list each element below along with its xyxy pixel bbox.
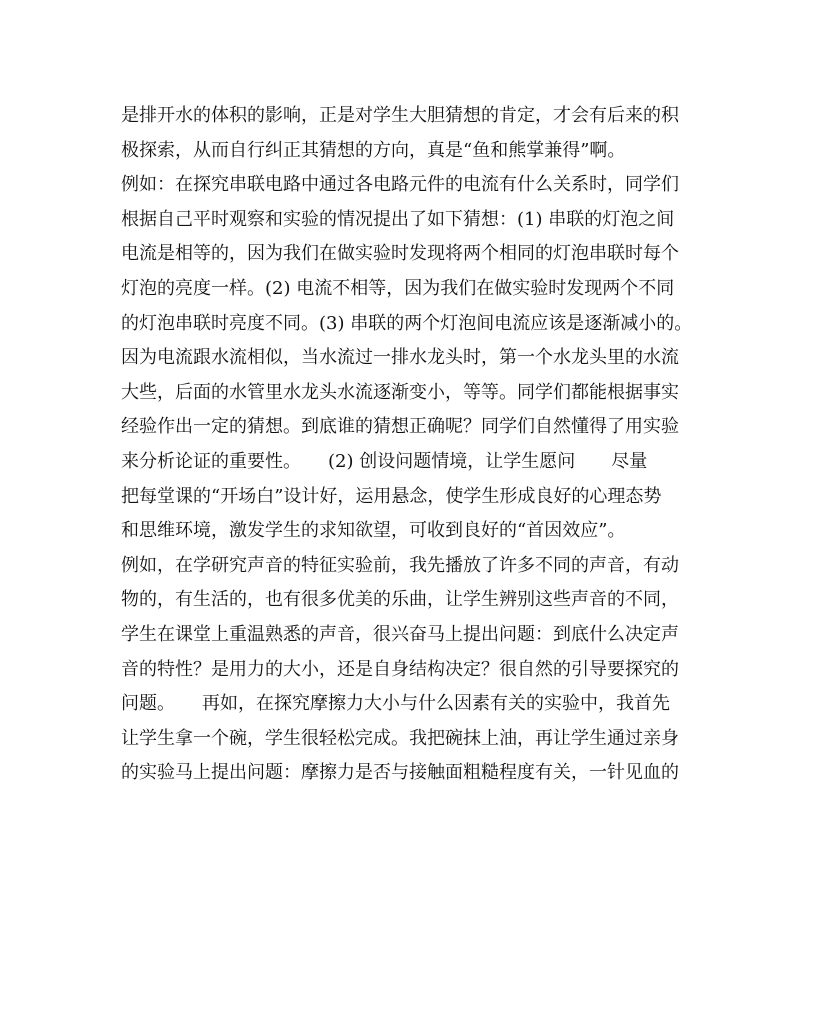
text-line: 经验作出一定的猜想。到底谁的猜想正确呢？同学们自然懂得了用实验 xyxy=(121,416,679,438)
text-line: 灯泡的亮度一样。(2) 电流不相等，因为我们在做实验时发现两个不同 xyxy=(121,277,675,299)
text-line: 是排开水的体积的影响，正是对学生大胆猜想的肯定，才会有后来的积 xyxy=(121,105,679,126)
text-line: 例如：在探究串联电路中通过各电路元件的电流有什么关系时，同学们 xyxy=(121,174,679,196)
text-line: 学生在课堂上重温熟悉的声音，很兴奋马上提出问题：到底什么决定声 xyxy=(121,623,679,645)
text-line: 来分析论证的重要性。 (2) 创设问题情境，让学生愿问 尽量 xyxy=(121,450,648,472)
body-text xyxy=(121,99,701,791)
text-line: 电流是相等的，因为我们在做实验时发现将两个相同的灯泡串联时每个 xyxy=(121,243,679,265)
text-line: 和思维环境，激发学生的求知欲望，可收到良好的“首因效应”。 xyxy=(121,520,626,542)
text-line: 根据自己平时观察和实验的情况提出了如下猜想：(1) 串联的灯泡之间 xyxy=(121,208,675,230)
text-line: 物的，有生活的，也有很多优美的乐曲，让学生辨别这些声音的不同， xyxy=(121,589,679,611)
text-line: 极探索，从而自行纠正其猜想的方向，真是“鱼和熊掌兼得”啊。 xyxy=(121,139,626,161)
text-line: 音的特性？是用力的大小，还是自身结构决定？很自然的引导要探究的 xyxy=(121,658,679,680)
text-line: 例如，在学研究声音的特征实验前，我先播放了许多不同的声音，有动 xyxy=(121,554,679,576)
text-line: 让学生拿一个碗，学生很轻松完成。我把碗抹上油，再让学生通过亲身 xyxy=(121,727,679,749)
text-line: 的灯泡串联时亮度不同。(3) 串联的两个灯泡间电流应该是逐渐减小的。 xyxy=(121,312,693,334)
text-line: 大些，后面的水管里水龙头水流逐渐变小，等等。同学们都能根据事实 xyxy=(121,381,679,403)
text-line: 因为电流跟水流相似，当水流过一排水龙头时，第一个水龙头里的水流 xyxy=(121,347,679,369)
text-line: 问题。 再如，在探究摩擦力大小与什么因素有关的实验中，我首先 xyxy=(121,693,670,715)
text-line: 把每堂课的“开场白”设计好，运用悬念，使学生形成良好的心理态势 xyxy=(121,485,662,507)
text-line: 的实验马上提出问题：摩擦力是否与接触面粗糙程度有关，一针见血的 xyxy=(121,762,679,784)
